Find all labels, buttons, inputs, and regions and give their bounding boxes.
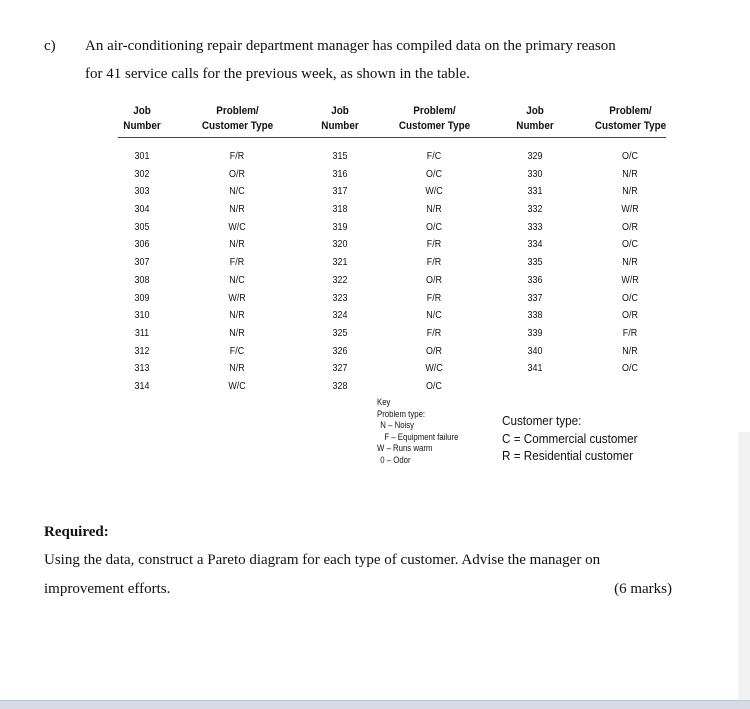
page-bottom-edge <box>0 700 750 709</box>
job-cell: 341 <box>527 362 543 375</box>
job-cell: 331 <box>527 185 543 198</box>
type-cell: O/R <box>426 344 442 357</box>
type-cell: F/R <box>426 291 442 304</box>
marks-label: (6 marks) <box>614 581 672 597</box>
type-cell: N/R <box>426 203 442 216</box>
job-cell: 315 <box>332 150 348 162</box>
job-cell: 320 <box>332 238 348 251</box>
header-problem-type-2 <box>392 104 478 134</box>
job-cell: 304 <box>134 203 150 216</box>
type-cell: F/C <box>229 344 245 357</box>
required-text-line-2: improvement efforts. <box>44 581 171 597</box>
type-cell: N/R <box>229 309 245 322</box>
type-cell: N/R <box>229 238 245 251</box>
job-cell: 336 <box>527 273 543 286</box>
type-cell: O/C <box>426 379 442 392</box>
type-cell: F/R <box>426 256 442 269</box>
customer-type-residential: R = Residential customer <box>502 448 634 463</box>
job-cell: 302 <box>134 167 150 180</box>
job-cell: 319 <box>332 220 348 233</box>
header-bottom: Number <box>123 120 161 132</box>
type-cell: N/C <box>229 185 245 198</box>
type-cell: N/C <box>229 273 245 286</box>
job-cell: 305 <box>134 220 150 233</box>
type-cell: O/C <box>426 220 442 233</box>
customer-type-key <box>502 412 638 465</box>
problem-type-key <box>377 397 458 466</box>
job-cell: 318 <box>332 203 348 216</box>
job-cell: 313 <box>134 362 150 375</box>
type-cell: W/R <box>228 291 246 304</box>
job-cell: 332 <box>527 203 543 216</box>
type-cell: O/C <box>622 150 638 162</box>
job-cell: 337 <box>527 291 543 304</box>
scrollbar-track[interactable] <box>738 432 750 709</box>
header-job-number-1 <box>115 104 169 134</box>
job-cell: 314 <box>134 379 150 392</box>
type-cell: W/R <box>621 203 639 216</box>
customer-type-title: Customer type: <box>502 413 582 428</box>
header-divider <box>118 137 666 138</box>
job-cell: 326 <box>332 344 348 357</box>
required-heading: Required: <box>44 524 109 540</box>
header-top: Job <box>133 105 151 117</box>
required-text-line-1: Using the data, construct a Pareto diagram for each type of customer. Advise the manager on <box>44 552 601 568</box>
type-cell: N/R <box>622 344 638 357</box>
job-cell: 322 <box>332 273 348 286</box>
header-job-number-3 <box>508 104 562 134</box>
type-column-2 <box>414 148 454 396</box>
type-cell: N/C <box>426 309 442 322</box>
customer-type-commercial: C = Commercial customer <box>502 430 638 446</box>
type-cell: F/R <box>229 256 245 269</box>
type-cell: O/C <box>622 362 638 375</box>
type-cell: N/R <box>229 326 245 339</box>
job-cell: 327 <box>332 362 348 375</box>
type-cell: F/C <box>426 150 442 162</box>
job-cell: 321 <box>332 256 348 269</box>
header-bottom: Number <box>516 120 554 132</box>
key-item-equipment-failure: F – Equipment failure <box>384 431 459 443</box>
job-cell: 303 <box>134 185 150 198</box>
type-cell: F/R <box>622 326 638 339</box>
job-cell: 310 <box>134 309 150 322</box>
job-cell: 311 <box>134 326 150 339</box>
type-cell: W/C <box>228 379 246 392</box>
job-cell: 329 <box>527 150 543 162</box>
header-bottom: Customer Type <box>594 120 667 132</box>
type-cell: N/R <box>229 203 245 216</box>
header-top: Problem/ <box>413 105 456 117</box>
job-column-2 <box>320 148 360 396</box>
question-label: c) <box>44 38 56 54</box>
job-cell: 340 <box>527 344 543 357</box>
type-cell: O/C <box>426 167 442 180</box>
job-column-1 <box>122 148 162 396</box>
header-job-number-2 <box>313 104 367 134</box>
header-problem-type-1 <box>195 104 281 134</box>
type-cell: O/R <box>229 167 245 180</box>
key-item-runs-warm: W – Runs warm <box>377 443 433 454</box>
question-text-line-1: An air-conditioning repair department manager has compiled data on the primary reason <box>85 38 616 54</box>
type-cell: O/R <box>426 273 442 286</box>
job-cell: 324 <box>332 309 348 322</box>
header-bottom: Customer Type <box>201 120 274 132</box>
job-cell: 335 <box>527 256 543 269</box>
job-cell: 317 <box>332 185 348 198</box>
job-cell: 301 <box>134 150 150 162</box>
header-top: Job <box>526 105 544 117</box>
type-cell: O/R <box>622 309 638 322</box>
key-item-noisy: N – Noisy <box>380 420 415 431</box>
type-cell: N/R <box>622 185 638 198</box>
question-text-line-2: for 41 service calls for the previous week, as shown in the table. <box>85 66 470 82</box>
key-subtitle: Problem type: <box>377 408 426 420</box>
type-cell: F/R <box>426 238 442 251</box>
job-column-3 <box>515 148 555 378</box>
header-problem-type-3 <box>588 104 674 134</box>
job-cell: 312 <box>134 344 150 357</box>
header-top: Problem/ <box>609 105 652 117</box>
header-bottom: Number <box>321 120 359 132</box>
job-cell: 338 <box>527 309 543 322</box>
type-cell: W/R <box>621 273 639 286</box>
job-cell: 308 <box>134 273 150 286</box>
type-column-1 <box>217 148 257 396</box>
key-title: Key <box>377 397 391 408</box>
type-cell: N/R <box>229 362 245 375</box>
job-cell: 316 <box>332 167 348 180</box>
type-cell: W/C <box>425 362 443 375</box>
type-cell: F/R <box>229 150 245 162</box>
job-cell: 328 <box>332 379 348 392</box>
key-item-odor: 0 – Odor <box>380 454 411 466</box>
type-cell: N/R <box>622 256 638 269</box>
type-cell: O/C <box>622 238 638 251</box>
type-cell: W/C <box>425 185 443 198</box>
job-cell: 334 <box>527 238 543 251</box>
type-cell: O/C <box>622 291 638 304</box>
job-cell: 330 <box>527 167 543 180</box>
type-cell: N/R <box>622 167 638 180</box>
type-cell: O/R <box>622 220 638 233</box>
type-cell: W/C <box>228 220 246 233</box>
job-cell: 309 <box>134 291 150 304</box>
job-cell: 323 <box>332 291 348 304</box>
job-cell: 333 <box>527 220 543 233</box>
header-top: Job <box>331 105 349 117</box>
job-cell: 307 <box>134 256 150 269</box>
type-column-3 <box>610 148 650 378</box>
job-cell: 325 <box>332 326 348 339</box>
job-cell: 306 <box>134 238 150 251</box>
type-cell: F/R <box>426 326 442 339</box>
header-top: Problem/ <box>216 105 259 117</box>
header-bottom: Customer Type <box>398 120 471 132</box>
job-cell: 339 <box>527 326 543 339</box>
